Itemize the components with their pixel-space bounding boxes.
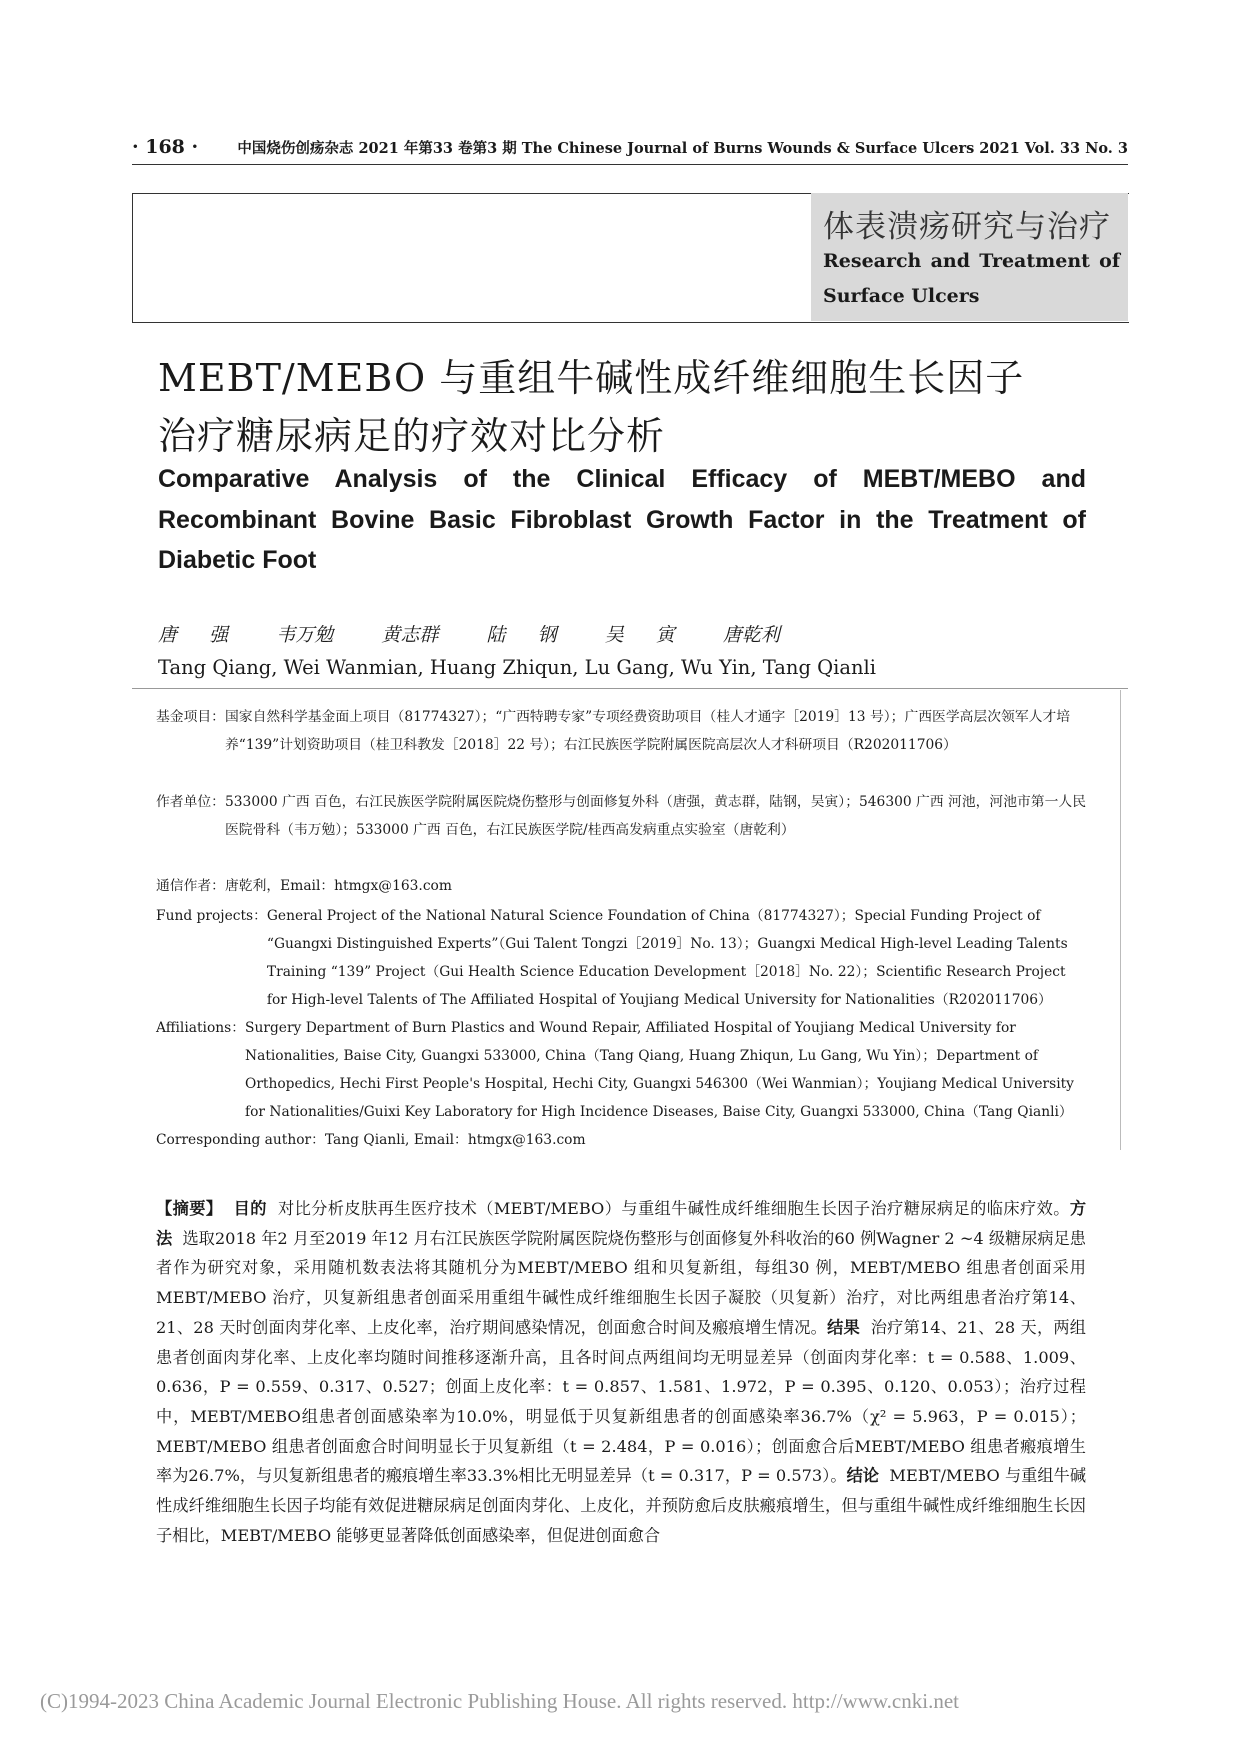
footer-copyright: (C)1994-2023 China Academic Journal Electronic Publishing House. All rights reserved. http://www.cnki.net xyxy=(40,1689,959,1713)
methods-text: 选取2018 年2 月至2019 年12 月右江民族医学院附属医院烧伤整形与创面修复外科收治的60 例Wagner 2 ~4 级糖尿病足患者作为研究对象，采用随机数表法将其随机分为MEBT/MEBO 组和贝复新组，每组30 例，MEBT/MEBO 组患者创面采用MEBT/MEBO 治疗，贝复新组患者创面采用重组牛碱性成纤维细胞生长因子凝胶（贝复新）治疗，对比两组患者治疗第14、21、28 天时创面肉芽化率、上皮化率，治疗期间感染情况，创面愈合时间及瘢痕增生情况。 xyxy=(156,1228,1086,1337)
affiliations-cn xyxy=(156,788,1086,844)
methods-label: 方法 xyxy=(156,1199,1087,1248)
abstract-label: 【摘要】 xyxy=(156,1199,223,1218)
fund-projects-en xyxy=(156,902,1086,1014)
corr-en-text: Tang Qianli, Email：htmgx@163.com xyxy=(324,1132,586,1148)
fund-en-label: Fund projects： xyxy=(156,908,267,924)
objective-text: 对比分析皮肤再生医疗技术（MEBT/MEBO）与重组牛碱性成纤维细胞生长因子治疗糖尿病足的临床疗效。 xyxy=(277,1199,1070,1218)
affiliations-en xyxy=(156,1014,1086,1126)
corresponding-author-cn xyxy=(156,872,1086,900)
objective-label: 目的 xyxy=(233,1199,267,1218)
column-title-cn: 体表溃疡研究与治疗 xyxy=(823,209,1111,245)
conclusion-label: 结论 xyxy=(846,1466,880,1486)
page-number: · 168 · xyxy=(132,136,199,158)
fund-cn-label: 基金项目： xyxy=(156,709,225,725)
metadata-side-rule xyxy=(1120,690,1121,1150)
affil-cn-text: 533000 广西 百色，右江民族医学院附属医院烧伤整形与创面修复外科（唐强，黄志群，陆钢，吴寅）；546300 广西 河池，河池市第一人民医院骨科（韦万勉）；533000 广西 百色，右江民族医学院/桂西高发病重点实验室（唐乾利） xyxy=(224,794,1086,838)
authors-cn: 唐 强 韦万勉 黄志群 陆 钢 吴 寅 唐乾利 xyxy=(158,624,780,646)
article-title-en-line1: Comparative Analysis of the Clinical Efficacy of MEBT/MEBO and xyxy=(158,465,1086,493)
journal-citation: 中国烧伤创疡杂志 2021 年第33 卷第3 期 The Chinese Journal of Burns Wounds & Surface Ulcers 2021 Vol. 33 No. 3 xyxy=(237,140,1128,157)
fund-projects-cn xyxy=(156,703,1086,759)
corr-cn-label: 通信作者： xyxy=(156,878,225,894)
affil-en-label: Affiliations： xyxy=(156,1020,246,1036)
article-title-en-line2: Recombinant Bovine Basic Fibroblast Growth Factor in the Treatment of xyxy=(158,506,1086,534)
metadata-rule xyxy=(132,688,1128,689)
fund-cn-text: 国家自然科学基金面上项目（81774327）；“广西特聘专家”专项经费资助项目（桂人才通字［2019］13 号）；广西医学高层次领军人才培养“139”计划资助项目（桂卫科教发［2018］22 号）；右江民族医学院附属医院高层次人才科研项目（R202011706） xyxy=(224,709,1071,753)
authors-en: Tang Qiang, Wei Wanmian, Huang Zhiqun, Lu Gang, Wu Yin, Tang Qianli xyxy=(158,656,877,679)
fund-en-text: General Project of the National Natural Science Foundation of China（81774327）；Special Funding Project of “Guangxi Distinguished Experts”（Gui Talent Tongzi［2019］No. 13）；Guangxi Medical High-level Leading Talents Training “139” Project（Gui Health Science Education Development［2018］No. 22）；Scientific Research Project for High-level Talents of The Affiliated Hospital of Youjiang Medical University for Nationalities（R202011706） xyxy=(266,908,1068,1008)
results-text: 治疗第14、21、28 天，两组患者创面肉芽化率、上皮化率均随时间推移逐渐升高，且各时间点两组间均无明显差异（创面肉芽化率：t = 0.588、1.009、0.636，P = 0.559、0.317、0.527；创面上皮化率：t = 0.857、1.581、1.972，P = 0.395、0.120、0.053）；治疗过程中，MEBT/MEBO组患者创面感染率为10.0%，明显低于贝复新组患者的创面感染率36.7%（χ² = 5.963，P = 0.015）；MEBT/MEBO 组患者创面愈合时间明显长于贝复新组（t = 2.484，P = 0.016）；创面愈合后MEBT/MEBO 组患者瘢痕增生率为26.7%，与贝复新组患者的瘢痕增生率33.3%相比无明显差异（t = 0.317，P = 0.573）。 xyxy=(156,1317,1086,1486)
corr-en-label: Corresponding author： xyxy=(156,1132,325,1148)
conclusion-text: MEBT/MEBO 与重组牛碱性成纤维细胞生长因子均能有效促进糖尿病足创面肉芽化、上皮化，并预防愈后皮肤瘢痕增生，但与重组牛碱性成纤维细胞生长因子相比，MEBT/MEBO 能够更显著降低创面感染率，但促进创面愈合 xyxy=(156,1466,1087,1545)
results-label: 结果 xyxy=(827,1317,860,1337)
article-title-en-line3: Diabetic Foot xyxy=(158,546,317,574)
article-title-cn-line1: MEBT/MEBO 与重组牛碱性成纤维细胞生长因子 xyxy=(158,356,1025,400)
header-rule xyxy=(132,164,1128,165)
article-title-cn-line2: 治疗糖尿病足的疗效对比分析 xyxy=(158,414,666,458)
column-title-en-line1: Research and Treatment of xyxy=(823,250,1120,272)
column-title-en-line2: Surface Ulcers xyxy=(823,285,980,307)
corr-cn-text: 唐乾利，Email：htmgx@163.com xyxy=(224,878,452,894)
affil-en-text: Surgery Department of Burn Plastics and Wound Repair, Affiliated Hospital of Youjiang Medical University for Nationalities, Baise City, Guangxi 533000, China（Tang Qiang, Huang Zhiqun, Lu Gang, Wu Yin）；Department of Orthopedics, Hechi First People's Hospital, Hechi City, Guangxi 546300（Wei Wanmian）；Youjiang Medical University for Nationalities/Guixi Key Laboratory for High Incidence Diseases, Baise City, Guangxi 533000, China（Tang Qianli） xyxy=(245,1020,1074,1120)
corresponding-author-en xyxy=(156,1126,1086,1154)
abstract xyxy=(156,1194,1086,1550)
affil-cn-label: 作者单位： xyxy=(156,794,225,810)
running-head xyxy=(132,136,1128,162)
